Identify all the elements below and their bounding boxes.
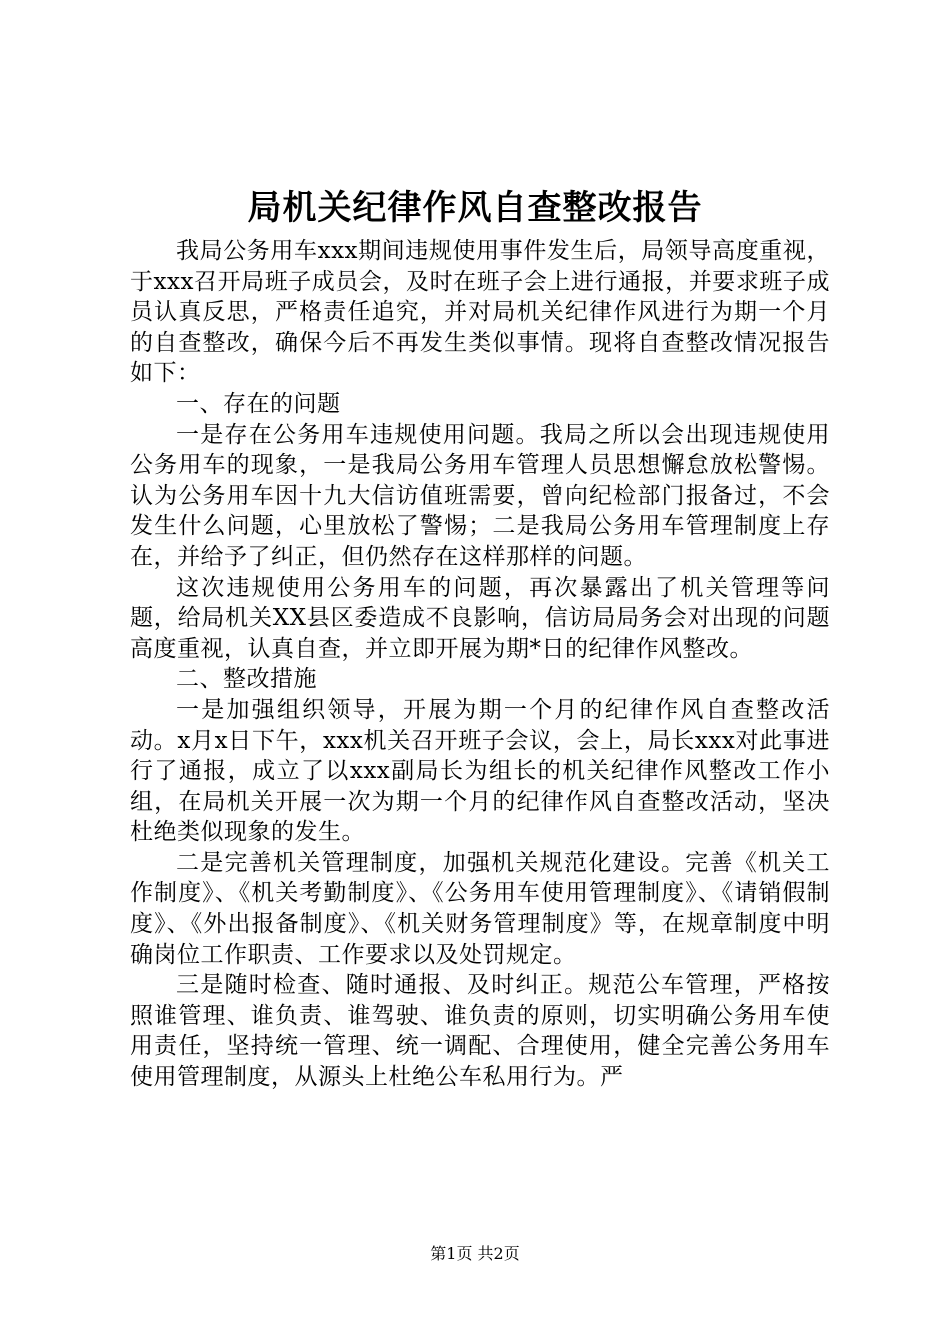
paragraph-intro: 我局公务用车xxx期间违规使用事件发生后，局领导高度重视，于xxx召开局班子成员会，及时在班子会上进行通报，并要求班子成员认真反思，严格责任追究，并对局机关纪律作风进行为期一个月的自查整改，确保今后不再发生类似事情。现将自查整改情况报告如下： (130, 238, 830, 387)
paragraph-measure-3: 三是随时检查、随时通报、及时纠正。规范公车管理，严格按照谁管理、谁负责、谁驾驶、谁负责的原则，切实明确公务用车使用责任，坚持统一管理、统一调配、合理使用，健全完善公务用车使用管理制度，从源头上杜绝公车私用行为。严 (130, 972, 830, 1091)
paragraph-measure-1: 一是加强组织领导，开展为期一个月的纪律作风自查整改活动。x月x日下午，xxx机关召开班子会议，会上，局长xxx对此事进行了通报，成立了以xxx副局长为组长的机关纪律作风整改工作小组，在局机关开展一次为期一个月的纪律作风自查整改活动，坚决杜绝类似现象的发生。 (130, 696, 830, 846)
section-heading-problems: 一、存在的问题 (176, 390, 341, 417)
section-heading-measures: 二、整改措施 (176, 666, 317, 693)
paragraph-measure-2: 二是完善机关管理制度，加强机关规范化建设。完善《机关工作制度》、《机关考勤制度》、《公务用车使用管理制度》、《请销假制度》、《外出报备制度》、《机关财务管理制度》等，在规章制度中明确岗位工作职责、工作要求以及处罚规定。 (130, 849, 830, 968)
page-number-footer: 第1页 共2页 (430, 1244, 520, 1263)
document-title: 局机关纪律作风自查整改报告 (247, 188, 703, 228)
paragraph-problem-2: 这次违规使用公务用车的问题，再次暴露出了机关管理等问题，给局机关XX县区委造成不良影响，信访局局务会对出现的问题高度重视，认真自查，并立即开展为期*日的纪律作风整改。 (130, 574, 830, 662)
document-body (130, 236, 830, 1093)
paragraph-problem-1: 一是存在公务用车违规使用问题。我局之所以会出现违规使用公务用车的现象，一是我局公务用车管理人员思想懈怠放松警惕。认为公务用车因十九大信访值班需要，曾向纪检部门报备过，不会发生什么问题，心里放松了警惕；二是我局公务用车管理制度上存在，并给予了纠正，但仍然存在这样那样的问题。 (130, 421, 830, 570)
